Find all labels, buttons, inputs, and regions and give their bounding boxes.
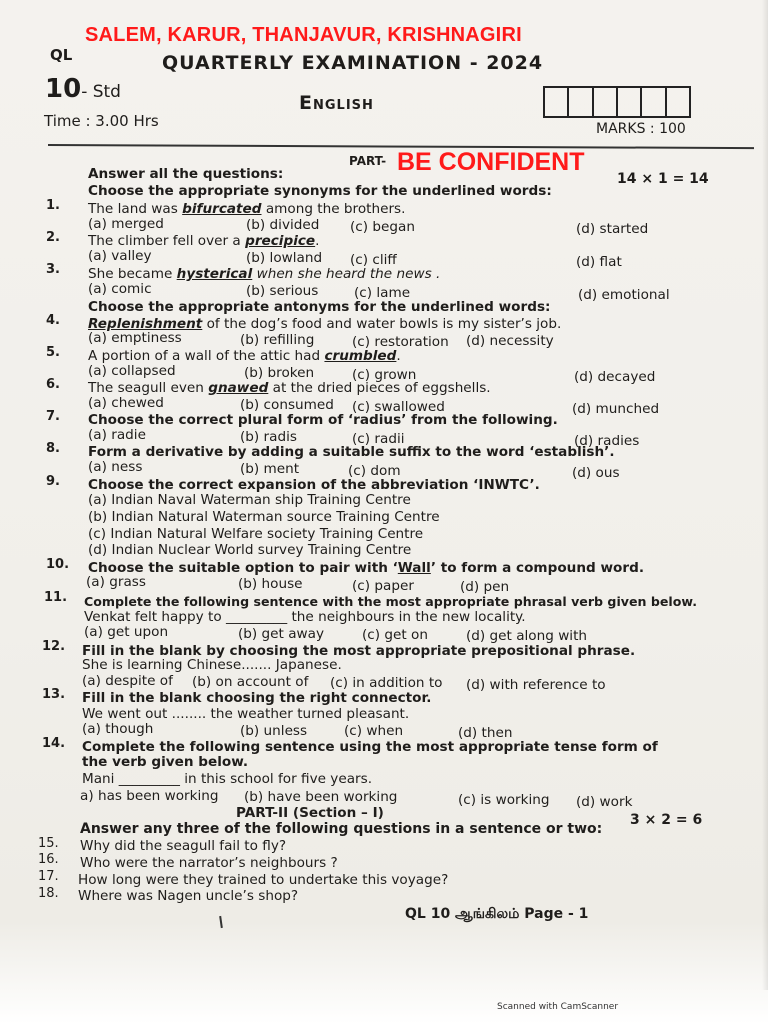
page-footer: QL 10 ஆங்கிலம் Page - 1 xyxy=(405,906,589,922)
underlined-word: Wall xyxy=(397,560,431,576)
option: (b) get away xyxy=(238,626,325,642)
question-text-post: ’ to form a compound word. xyxy=(430,560,644,576)
question-text-post: at the dried pieces of eggshells. xyxy=(268,380,491,396)
option: (b) consumed xyxy=(240,397,334,413)
underlined-word: crumbled xyxy=(324,348,397,364)
option: (d) get along with xyxy=(466,628,588,644)
option: (b) divided xyxy=(246,217,320,233)
option: (d) radies xyxy=(574,433,640,449)
question-text-pre: The climber fell over a xyxy=(88,233,246,249)
scanner-watermark: Scanned with CamScanner xyxy=(497,1002,619,1012)
option: (a) radie xyxy=(88,427,146,443)
paper-edge-shadow xyxy=(762,0,768,990)
option: (d) ous xyxy=(572,465,620,481)
question-number: 9. xyxy=(46,474,60,489)
option: (c) get on xyxy=(362,627,428,643)
question-text: Complete the following sentence with the most appropriate phrasal verb given below. xyxy=(84,594,698,609)
question-text-pre: A portion of a wall of the attic had xyxy=(88,348,325,364)
question-sentence: Mani _________ in this school for five years. xyxy=(82,771,373,787)
option: (a) collapsed xyxy=(88,363,176,379)
time-allowed: Time : 3.00 Hrs xyxy=(44,112,159,130)
option: (b) broken xyxy=(244,365,315,381)
option: (c) began xyxy=(350,219,415,235)
question-text-post: . xyxy=(396,348,401,364)
question-text xyxy=(88,266,440,282)
question-text-post: among the brothers. xyxy=(261,201,406,217)
part1-instruction: Answer all the questions: xyxy=(88,166,284,182)
reg-cell xyxy=(667,88,689,116)
option: (c) grown xyxy=(352,367,417,383)
reg-cell xyxy=(545,88,569,116)
underlined-word: gnawed xyxy=(208,380,269,396)
question-sentence: We went out ........ the weather turned pleasant. xyxy=(82,706,410,722)
option: (a) Indian Naval Waterman ship Training Centre xyxy=(88,492,411,508)
option: (c) dom xyxy=(348,463,401,479)
question-number: 17. xyxy=(38,869,59,884)
part2-instruction: Answer any three of the following questions in a sentence or two: xyxy=(80,821,603,837)
option: (b) refilling xyxy=(240,332,315,348)
question-text xyxy=(88,233,319,249)
option: (b) ment xyxy=(240,461,300,477)
option: (c) when xyxy=(344,723,404,739)
part2-title: PART-II (Section – I) xyxy=(236,805,384,821)
option: (a) comic xyxy=(88,281,152,297)
question-text xyxy=(88,201,405,217)
reg-cell xyxy=(618,88,642,116)
option: (c) radii xyxy=(352,431,405,447)
standard xyxy=(45,74,121,104)
register-number-boxes xyxy=(543,86,691,118)
subject-title: English xyxy=(299,92,374,114)
question-text xyxy=(88,348,401,364)
question-number: 10. xyxy=(46,557,70,572)
option: (d) emotional xyxy=(578,287,670,303)
part-label: PART- xyxy=(349,154,387,168)
option: (a) grass xyxy=(86,574,146,590)
option: (a) get upon xyxy=(84,624,169,640)
standard-label: - Std xyxy=(81,82,121,102)
option: (d) work xyxy=(576,794,633,810)
underlined-word: hysterical xyxy=(176,266,253,282)
standard-number: 10 xyxy=(45,74,82,104)
question-sentence: Venkat felt happy to _________ the neighbours in the new locality. xyxy=(84,609,526,625)
option: (b) house xyxy=(238,576,303,592)
question-text: Where was Nagen uncle’s shop? xyxy=(78,888,299,904)
reg-cell xyxy=(594,88,618,116)
option: (c) lame xyxy=(354,285,411,301)
question-number: 13. xyxy=(42,687,66,702)
underlined-word: precipice xyxy=(245,233,316,249)
question-number: 12. xyxy=(42,639,66,654)
option: (d) then xyxy=(458,725,513,741)
option: (d) Indian Nuclear World survey Training Centre xyxy=(88,542,412,558)
question-text-pre: The seagull even xyxy=(88,380,209,396)
option: (c) paper xyxy=(352,578,414,594)
region-banner: SALEM, KARUR, THANJAVUR, KRISHNAGIRI xyxy=(85,24,522,46)
option: (d) decayed xyxy=(574,369,656,385)
total-marks: MARKS : 100 xyxy=(596,121,686,137)
question-text xyxy=(88,560,644,576)
option: (c) restoration xyxy=(352,334,449,350)
option: (c) is working xyxy=(458,792,550,808)
question-text: Fill in the blank by choosing the most appropriate prepositional phrase. xyxy=(82,643,636,659)
question-text: Complete the following sentence using the most appropriate tense form of xyxy=(82,739,658,755)
question-sentence: She is learning Chinese....... Japanese. xyxy=(82,657,342,673)
option: (d) munched xyxy=(572,401,660,417)
reg-cell xyxy=(642,88,666,116)
question-text: Fill in the blank choosing the right connector. xyxy=(82,690,432,706)
option: (b) radis xyxy=(240,429,297,445)
option: (d) with reference to xyxy=(466,677,606,693)
question-text-post: . xyxy=(315,233,320,249)
question-text-post: of the dog’s food and water bowls is my sister’s job. xyxy=(202,316,562,332)
option: (b) Indian Natural Waterman source Training Centre xyxy=(88,509,440,525)
question-text-pre: The land was xyxy=(88,201,183,217)
question-number: 14. xyxy=(42,736,66,751)
option: (d) flat xyxy=(576,254,622,270)
paper-code: QL xyxy=(50,46,73,64)
part1-score: 14 × 1 = 14 xyxy=(617,171,709,187)
underlined-word: Replenishment xyxy=(88,316,203,332)
question-text: Choose the correct expansion of the abbreviation ‘INWTC’. xyxy=(88,477,540,493)
question-text: Why did the seagull fail to fly? xyxy=(80,838,287,854)
question-number: 6. xyxy=(46,377,60,392)
option: (b) serious xyxy=(246,283,319,299)
question-number: 3. xyxy=(46,262,60,277)
option: (d) necessity xyxy=(466,333,554,349)
question-number: 1. xyxy=(46,198,60,213)
question-number: 2. xyxy=(46,230,60,245)
option: (b) unless xyxy=(240,723,308,739)
option: (c) cliff xyxy=(350,252,397,268)
option: (a) ness xyxy=(88,459,143,475)
option: (a) chewed xyxy=(88,395,164,411)
question-number: 8. xyxy=(46,441,60,456)
question-number: 5. xyxy=(46,345,60,360)
question-text: How long were they trained to undertake this voyage? xyxy=(78,872,449,888)
option: (a) valley xyxy=(88,248,152,264)
synonyms-heading: Choose the appropriate synonyms for the underlined words: xyxy=(88,183,552,199)
underlined-word: bifurcated xyxy=(182,201,262,217)
option: (a) though xyxy=(82,721,154,737)
pen-mark xyxy=(219,916,223,928)
question-text: Form a derivative by adding a suitable suffix to the word ‘establish’. xyxy=(88,444,615,460)
question-text: Who were the narrator’s neighbours ? xyxy=(80,855,338,871)
option: (d) started xyxy=(576,221,649,237)
option: (b) lowland xyxy=(246,250,323,266)
question-text-pre: Choose the suitable option to pair with ‘ xyxy=(88,560,398,576)
question-text xyxy=(88,380,491,396)
question-number: 7. xyxy=(46,409,60,424)
option: (c) swallowed xyxy=(352,399,445,415)
question-text-pre: She became xyxy=(88,266,177,282)
option: (b) on account of xyxy=(192,674,309,690)
exam-title: QUARTERLY EXAMINATION - 2024 xyxy=(162,52,544,74)
option: (b) have been working xyxy=(244,789,398,805)
option: (a) despite of xyxy=(82,673,173,689)
option: (d) pen xyxy=(460,579,510,595)
part2-score: 3 × 2 = 6 xyxy=(630,812,703,828)
option: (c) Indian Natural Welfare society Training Centre xyxy=(88,526,424,542)
question-text-post: when she heard the news . xyxy=(252,266,441,282)
be-confident-banner: BE CONFIDENT xyxy=(397,148,585,176)
option: (a) merged xyxy=(88,216,164,232)
option: (a) emptiness xyxy=(88,330,182,346)
question-text-cont: the verb given below. xyxy=(82,754,249,770)
reg-cell xyxy=(569,88,593,116)
antonyms-heading: Choose the appropriate antonyms for the underlined words: xyxy=(88,299,551,315)
question-number: 15. xyxy=(38,836,59,851)
question-text: Choose the correct plural form of ‘radius’ from the following. xyxy=(88,412,558,428)
option: a) has been working xyxy=(80,788,219,804)
question-number: 4. xyxy=(46,313,60,328)
option: (c) in addition to xyxy=(330,675,443,691)
question-number: 11. xyxy=(44,590,68,605)
question-number: 18. xyxy=(38,886,59,901)
question-number: 16. xyxy=(38,852,59,867)
